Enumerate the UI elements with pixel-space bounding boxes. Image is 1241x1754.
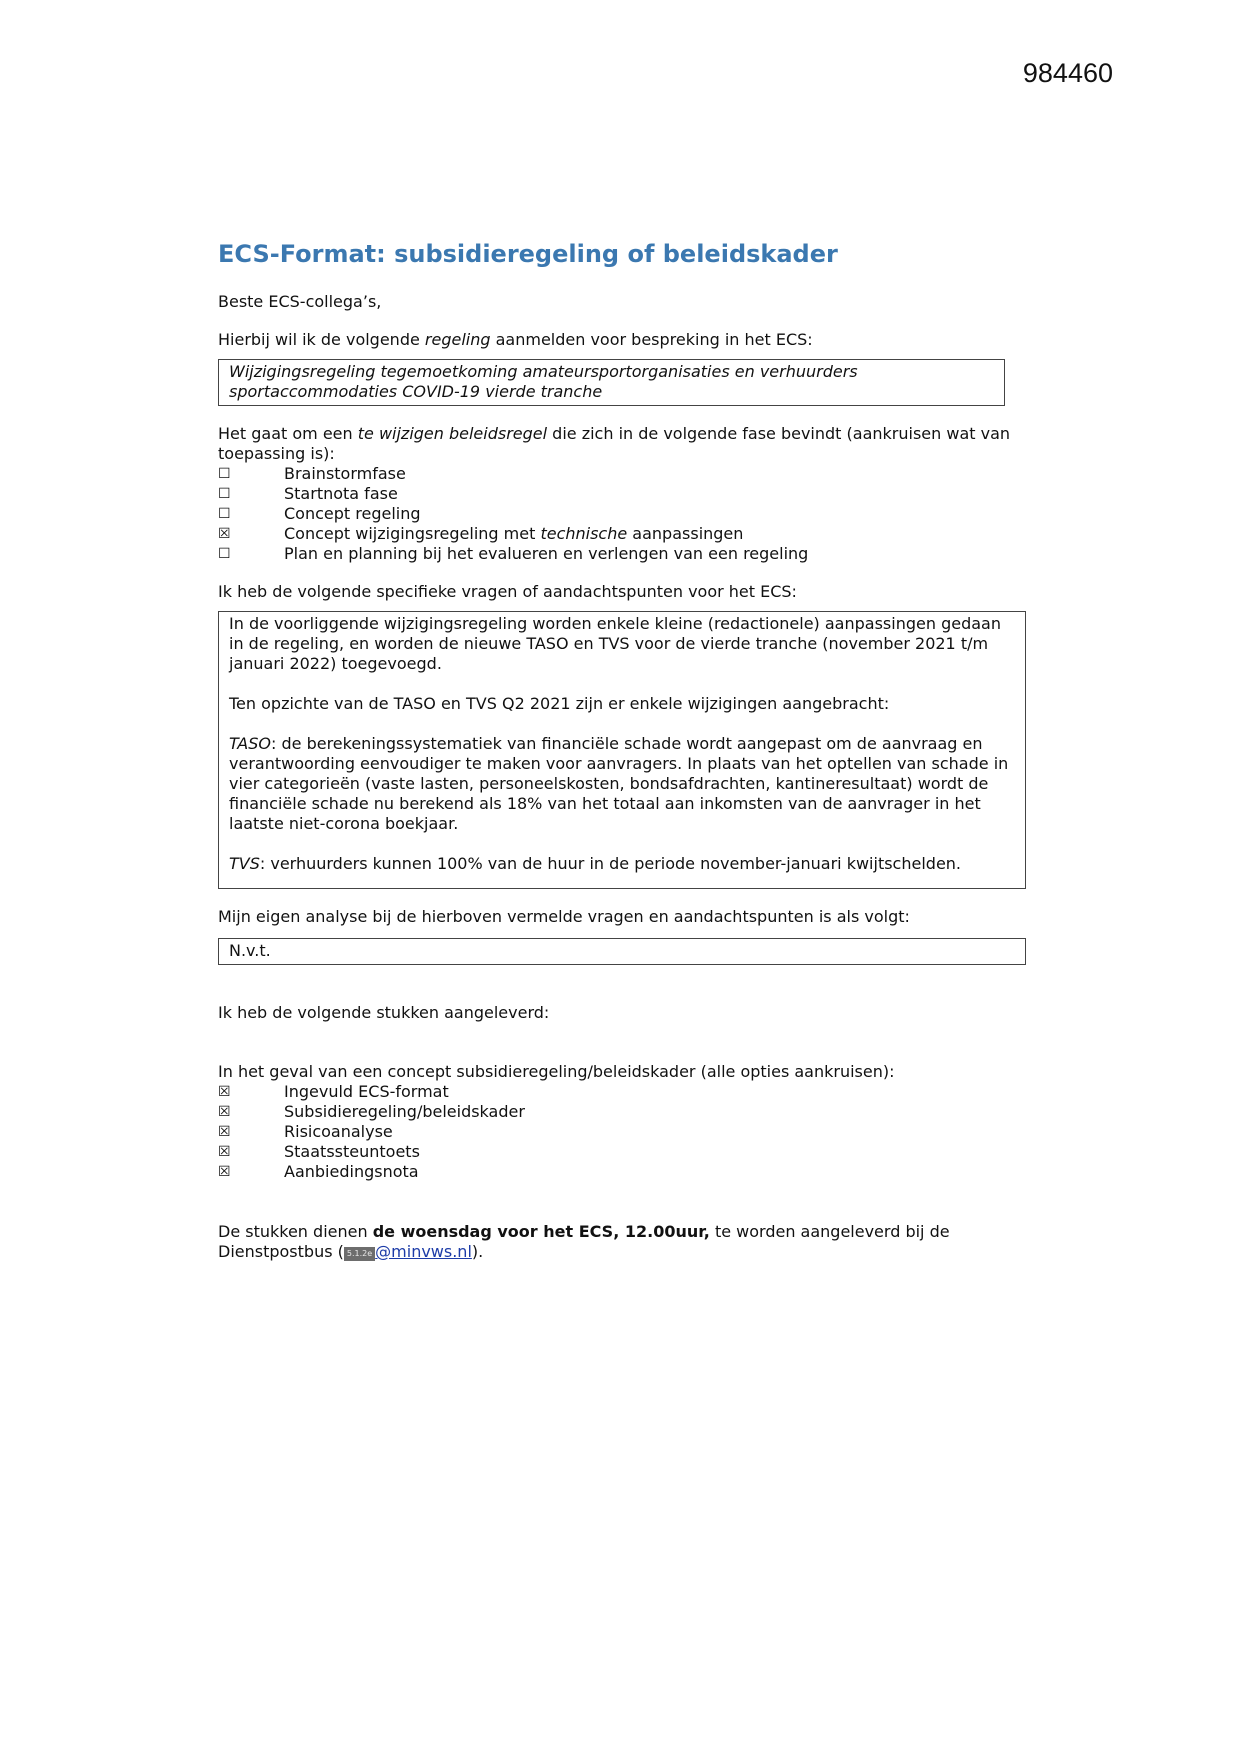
page-title: ECS-Format: subsidieregeling of beleidskader (218, 240, 838, 268)
phase-em: te wijzigen beleidsregel (357, 424, 548, 443)
taso-label: TASO (229, 734, 271, 753)
checkbox-icon[interactable]: ☐ (218, 546, 231, 562)
option-label: Plan en planning bij het evalueren en verlengen van een regeling (284, 544, 809, 563)
analysis-intro: Mijn eigen analyse bij de hierboven vermelde vragen en aandachtspunten is als volgt: (218, 907, 910, 926)
regeling-box: Wijzigingsregeling tegemoetkoming amateursportorganisaties en verhuurders sportaccommodaties COVID-19 vierde tranche (218, 359, 1005, 406)
delivered-intro: Ik heb de volgende stukken aangeleverd: (218, 1003, 550, 1022)
phase-options (218, 464, 1028, 564)
item-label: Subsidieregeling/beleidskader (284, 1102, 525, 1121)
item-label: Staatssteuntoets (284, 1142, 420, 1161)
item-label: Risicoanalyse (284, 1122, 393, 1141)
intro-em: regeling (424, 330, 491, 349)
questions-paragraph-2: Ten opzichte van de TASO en TVS Q2 2021 zijn er enkele wijzigingen aangebracht: (229, 694, 890, 713)
questions-paragraph-taso (229, 734, 1016, 834)
tvs-text: : verhuurders kunnen 100% van de huur in de periode november-januari kwijtschelden. (259, 854, 962, 873)
questions-paragraph-1: In de voorliggende wijzigingsregeling worden enkele kleine (redactionele) aanpassingen gedaan in de regeling, en worden de nieuwe TASO en TVS voor de vierde tranche (november 2021 t/m januari 2022) toegevoegd. (229, 614, 1001, 673)
intro-line (218, 330, 1028, 350)
option-label: Startnota fase (284, 484, 398, 503)
phase-option[interactable] (218, 464, 1028, 484)
checked-checkbox-icon[interactable]: ☒ (218, 1124, 231, 1140)
phase-option[interactable] (218, 544, 1028, 564)
questions-intro: Ik heb de volgende specifieke vragen of aandachtspunten voor het ECS: (218, 582, 797, 601)
analysis-box: N.v.t. (218, 938, 1026, 965)
checkbox-icon[interactable]: ☐ (218, 506, 231, 522)
questions-box (218, 611, 1026, 889)
greeting: Beste ECS-collega’s, (218, 292, 382, 311)
option-label: Brainstormfase (284, 464, 406, 483)
option-label: Concept regeling (284, 504, 421, 523)
delivered-item[interactable] (218, 1082, 1028, 1102)
email-link[interactable]: @minvws.nl (375, 1242, 472, 1261)
phase-option[interactable] (218, 524, 1028, 544)
closing-text-end: ). (471, 1242, 484, 1261)
phase-option[interactable] (218, 504, 1028, 524)
delivered-options (218, 1082, 1028, 1182)
intro-text-end: aanmelden voor bespreking in het ECS: (490, 330, 813, 349)
item-label: Aanbiedingsnota (284, 1162, 419, 1181)
phase-option[interactable] (218, 484, 1028, 504)
concept-intro: In het geval van een concept subsidieregeling/beleidskader (alle opties aankruisen): (218, 1062, 895, 1081)
taso-text: : de berekeningssystematiek van financiële schade wordt aangepast om de aanvraag en verantwoording eenvoudiger te maken voor aanvragers. In plaats van het optellen van schade in vier categorieën (vaste lasten, personeelskosten, bondsafdrachten, kantineresultaat) wordt de financiële schade nu berekend als 18% van het totaal aan inkomsten van de aanvrager in het laatste niet-corona boekjaar. (229, 734, 1009, 833)
option-label-text-end: aanpassingen (627, 524, 744, 543)
delivered-item[interactable] (218, 1122, 1028, 1142)
questions-paragraph-tvs (229, 854, 1016, 874)
checked-checkbox-icon[interactable]: ☒ (218, 1144, 231, 1160)
checked-checkbox-icon[interactable]: ☒ (218, 1084, 231, 1100)
option-label-text: Concept wijzigingsregeling met (284, 524, 541, 543)
phase-intro (218, 424, 1028, 464)
checkbox-icon[interactable]: ☐ (218, 486, 231, 502)
closing-paragraph (218, 1222, 1028, 1262)
item-label: Ingevuld ECS-format (284, 1082, 449, 1101)
option-label (284, 524, 743, 544)
delivered-item[interactable] (218, 1102, 1028, 1122)
closing-text: De stukken dienen (218, 1222, 373, 1241)
tvs-label: TVS (229, 854, 260, 873)
ecs-form (218, 238, 1028, 1262)
redaction-mark: 5.1.2e (344, 1247, 375, 1261)
closing-deadline: de woensdag voor het ECS, 12.00uur, (372, 1222, 710, 1241)
checked-checkbox-icon[interactable]: ☒ (218, 1164, 231, 1180)
option-label-em: technische (540, 524, 628, 543)
delivered-item[interactable] (218, 1162, 1028, 1182)
delivered-item[interactable] (218, 1142, 1028, 1162)
phase-text-end: die zich in de volgende fase bevindt (aankruisen wat van toepassing is): (218, 424, 1011, 463)
intro-text: Hierbij wil ik de volgende (218, 330, 425, 349)
closing-text-mid: te worden aangeleverd bij de Dienstpostbus ( (218, 1222, 950, 1261)
document-number: 984460 (1022, 58, 1113, 88)
checkbox-icon[interactable]: ☐ (218, 466, 231, 482)
checked-checkbox-icon[interactable]: ☒ (218, 1104, 231, 1120)
checked-checkbox-icon[interactable]: ☒ (218, 526, 231, 542)
phase-text: Het gaat om een (218, 424, 358, 443)
